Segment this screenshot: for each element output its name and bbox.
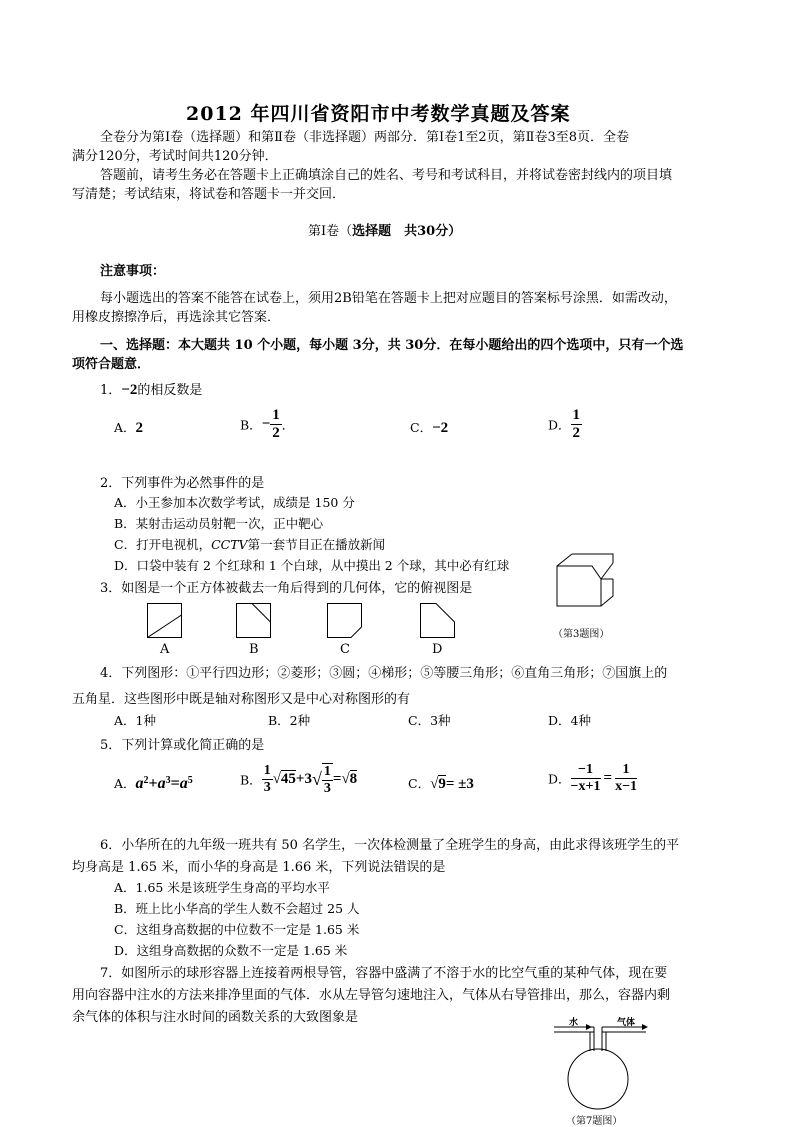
intro-line-2: 满分120分，考试时间共120分钟． [72, 149, 278, 164]
q4-option-b: B．2种 [268, 713, 311, 728]
q7-caption: （第7题图） [566, 1116, 623, 1127]
intro-line-4: 写清楚；考试结束，将试卷和答题卡一并交回． [72, 187, 346, 202]
q3-option-b-figure [236, 603, 272, 639]
q4-line-2: 五角星．这些图形中既是轴对称图形又是中心对称图形的有 [72, 692, 411, 707]
q2-option-c: C．打开电视机，CCTV第一套节目正在播放新闻 [114, 537, 386, 552]
q3-option-d-figure [420, 603, 456, 639]
q3-caption: （第3题图） [553, 629, 610, 640]
q5-stem: 5．下列计算或化简正确的是 [100, 738, 265, 753]
page-title: 2012 年四川省资阳市中考数学真题及答案 [186, 103, 571, 125]
q5-option-d: D． $\frac{-1}{-x+1}$ = $\frac{1}{x-1}$ [548, 762, 638, 794]
q3-label-c: C [340, 642, 350, 657]
q6-option-a: A．1.65 米是该班学生身高的平均水平 [114, 880, 330, 895]
notice-line-2: 用橡皮擦擦净后，再选涂其它答案． [72, 310, 281, 325]
notice-line-1: 每小题选出的答案不能答在试卷上，须用2B铅笔在答题卡上把对应题目的答案标号涂黑．如需改动， [100, 291, 677, 306]
q1-stem [100, 379, 202, 399]
q2-option-b: B．某射击运动员射靶一次，正中靶心 [114, 516, 324, 531]
q7-container-figure [546, 1013, 656, 1118]
q7-line-2: 用向容器中注水的方法来排净里面的气体．水从左导管匀速地注入，气体从右导管排出，那么，容器内剩 [72, 988, 671, 1003]
q6-option-c: C．这组身高数据的中位数不一定是 1.65 米 [114, 922, 360, 937]
q3-stem: 3．如图是一个正方体被截去一角后得到的几何体，它的俯视图是 [100, 581, 473, 596]
q6-option-d: D．这组身高数据的众数不一定是 1.65 米 [114, 943, 348, 958]
section-bold: 选择题 共30分） [352, 224, 462, 239]
q4-line-1: 4．下列图形：①平行四边形；②菱形；③圆；④梯形；⑤等腰三角形；⑥直角三角形；⑦国旗上的 [100, 666, 668, 681]
q5-option-c: C．√9= ±3 [408, 776, 474, 792]
q6-option-b: B．班上比小华高的学生人数不会超过 25 人 [114, 901, 360, 916]
q4-option-c: C．3种 [408, 713, 451, 728]
part1-line-2: 项符合题意． [72, 357, 151, 372]
q4-option-d: D．4种 [548, 713, 591, 728]
q3-label-a: A [160, 642, 170, 657]
q1-option-c: C．−2 [410, 420, 449, 436]
notice-heading: 注意事项： [100, 264, 166, 279]
q7-water-label: 水 [569, 1018, 579, 1028]
section-prefix: 第Ⅰ卷（ [308, 224, 353, 239]
q1-option-b: B．− $\frac{1}{2}$ ． [240, 407, 295, 441]
q1-option-d: D． $\frac{1}{2}$ [548, 407, 581, 441]
q7-line-3: 余气体的体积与注水时间的函数关系的大致图象是 [72, 1010, 359, 1025]
q5-option-b: B． $\frac{1}{3}$ √45+3√ $\frac{1}{3}$ =√8 [240, 763, 358, 796]
q3-option-c-figure [327, 603, 363, 639]
intro-line-1: 全卷分为第Ⅰ卷（选择题）和第Ⅱ卷（非选择题）两部分．第Ⅰ卷1至2页，第Ⅱ卷3至8页．全卷 [100, 130, 630, 145]
q1-number: 1． [100, 383, 122, 398]
q3-cube-figure [556, 553, 626, 623]
q3-label-b: B [249, 642, 259, 657]
q7-line-1: 7．如图所示的球形容器上连接着两根导管，容器中盛满了不溶于水的比空气重的某种气体，现在要 [100, 966, 668, 981]
q7-gas-label: 气体 [617, 1018, 636, 1028]
q6-line-2: 均身高是 1.65 米，而小华的身高是 1.66 米，下列说法错误的是 [72, 860, 446, 875]
q2-option-d: D．口袋中装有 2 个红球和 1 个白球，从中摸出 2 个球，其中必有红球 [114, 558, 510, 573]
q3-option-a-figure [147, 603, 183, 639]
q4-option-a: A．1种 [114, 713, 156, 728]
q1-option-a: A．2 [114, 420, 144, 436]
section-header [308, 220, 461, 239]
q6-line-1: 6．小华所在的九年级一班共有 50 名学生，一次体检测量了全班学生的身高，由此求得该班学生的平 [100, 838, 680, 853]
q2-option-a: A．小王参加本次数学考试，成绩是 150 分 [114, 495, 355, 510]
q1-text: 的相反数是 [137, 383, 203, 398]
intro-line-3: 答题前，请考生务必在答题卡上正确填涂自己的姓名、考号和考试科目，并将试卷密封线内的项目填 [100, 168, 673, 183]
part1-line-1: 一、选择题：本大题共 10 个小题，每小题 3分，共 30分．在每小题给出的四个选项中，只有一个选 [100, 338, 684, 353]
q3-label-d: D [432, 642, 443, 657]
q1-expr: −2 [121, 382, 138, 398]
q5-option-a: A．$a^2+a^3=a^5$ [114, 774, 193, 792]
q2-stem: 2．下列事件为必然事件的是 [100, 476, 265, 491]
